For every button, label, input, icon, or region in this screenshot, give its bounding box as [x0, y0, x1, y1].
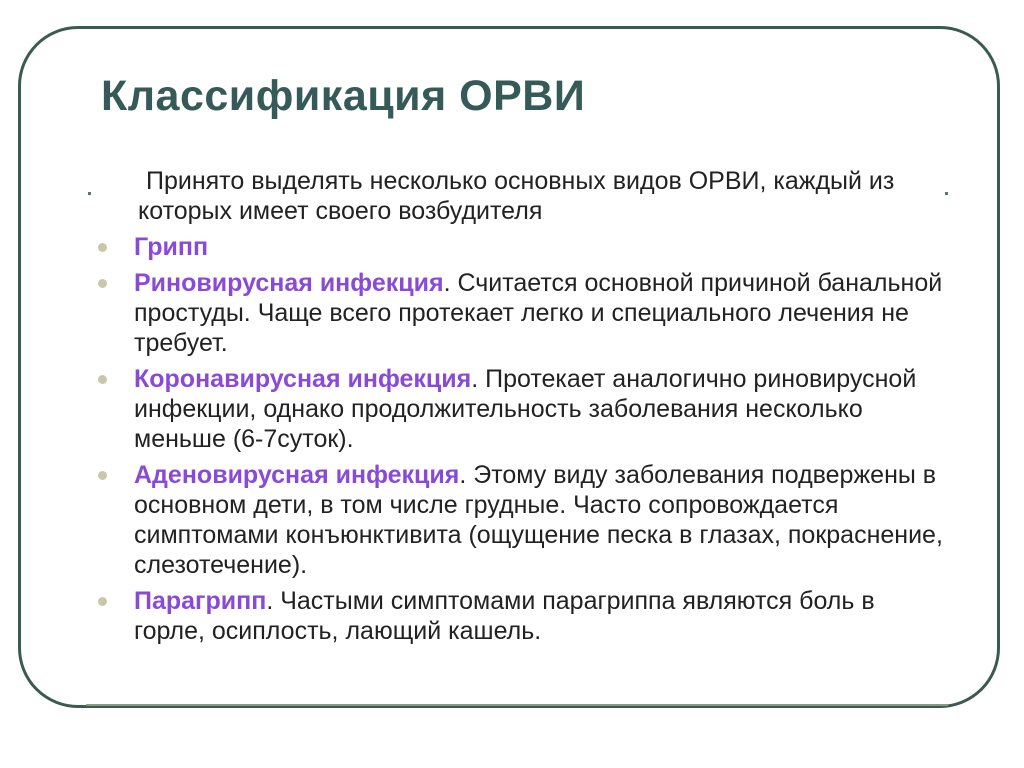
bottom-divider — [86, 704, 948, 706]
list-item-parainfluenza — [134, 586, 944, 646]
slide-title: Классификация ОРВИ — [101, 72, 586, 120]
term-rhinovirus: Риновирусная инфекция — [134, 269, 444, 297]
term-coronavirus: Коронавирусная инфекция — [134, 365, 472, 393]
round-bullet-icon — [98, 597, 107, 606]
item-text-parainfluenza: . Частыми симптомами парагриппа являются боль в горле, осиплость, лающий кашель. — [134, 587, 875, 645]
term-parainfluenza: Парагрипп — [134, 587, 267, 615]
item-text-rhinovirus: . Считается основной причиной банальной простуды. Чаще всего протекает легко и специального лечения не требует. — [134, 269, 943, 357]
item-text-coronavirus: . Протекает аналогично риновирусной инфекции, однако продолжительность заболевания несколько меньше (6-7суток). — [134, 365, 917, 453]
item-text-adenovirus: . Этому виду заболевания подвержены в основном дети, в том числе грудные. Часто сопровождается симптомами конъюнктивита (ощущение песка в глазах, покраснение, слезотечение). — [134, 461, 943, 579]
list-item-coronavirus — [134, 364, 944, 454]
round-bullet-icon — [98, 471, 107, 480]
round-bullet-icon — [98, 375, 107, 384]
intro-paragraph: Принято выделять несколько основных видов ОРВИ, каждый из которых имеет своего возбудителя — [138, 167, 895, 225]
term-influenza: Грипп — [134, 233, 209, 261]
list-item-rhinovirus — [134, 268, 944, 358]
bullet-list — [134, 232, 944, 652]
list-item-influenza — [134, 232, 944, 262]
decorative-dot-right — [945, 192, 948, 195]
round-bullet-icon — [98, 279, 107, 288]
round-bullet-icon — [98, 243, 107, 252]
list-item-adenovirus — [134, 460, 944, 580]
term-adenovirus: Аденовирусная инфекция — [134, 461, 460, 489]
decorative-dot-left — [88, 192, 91, 195]
